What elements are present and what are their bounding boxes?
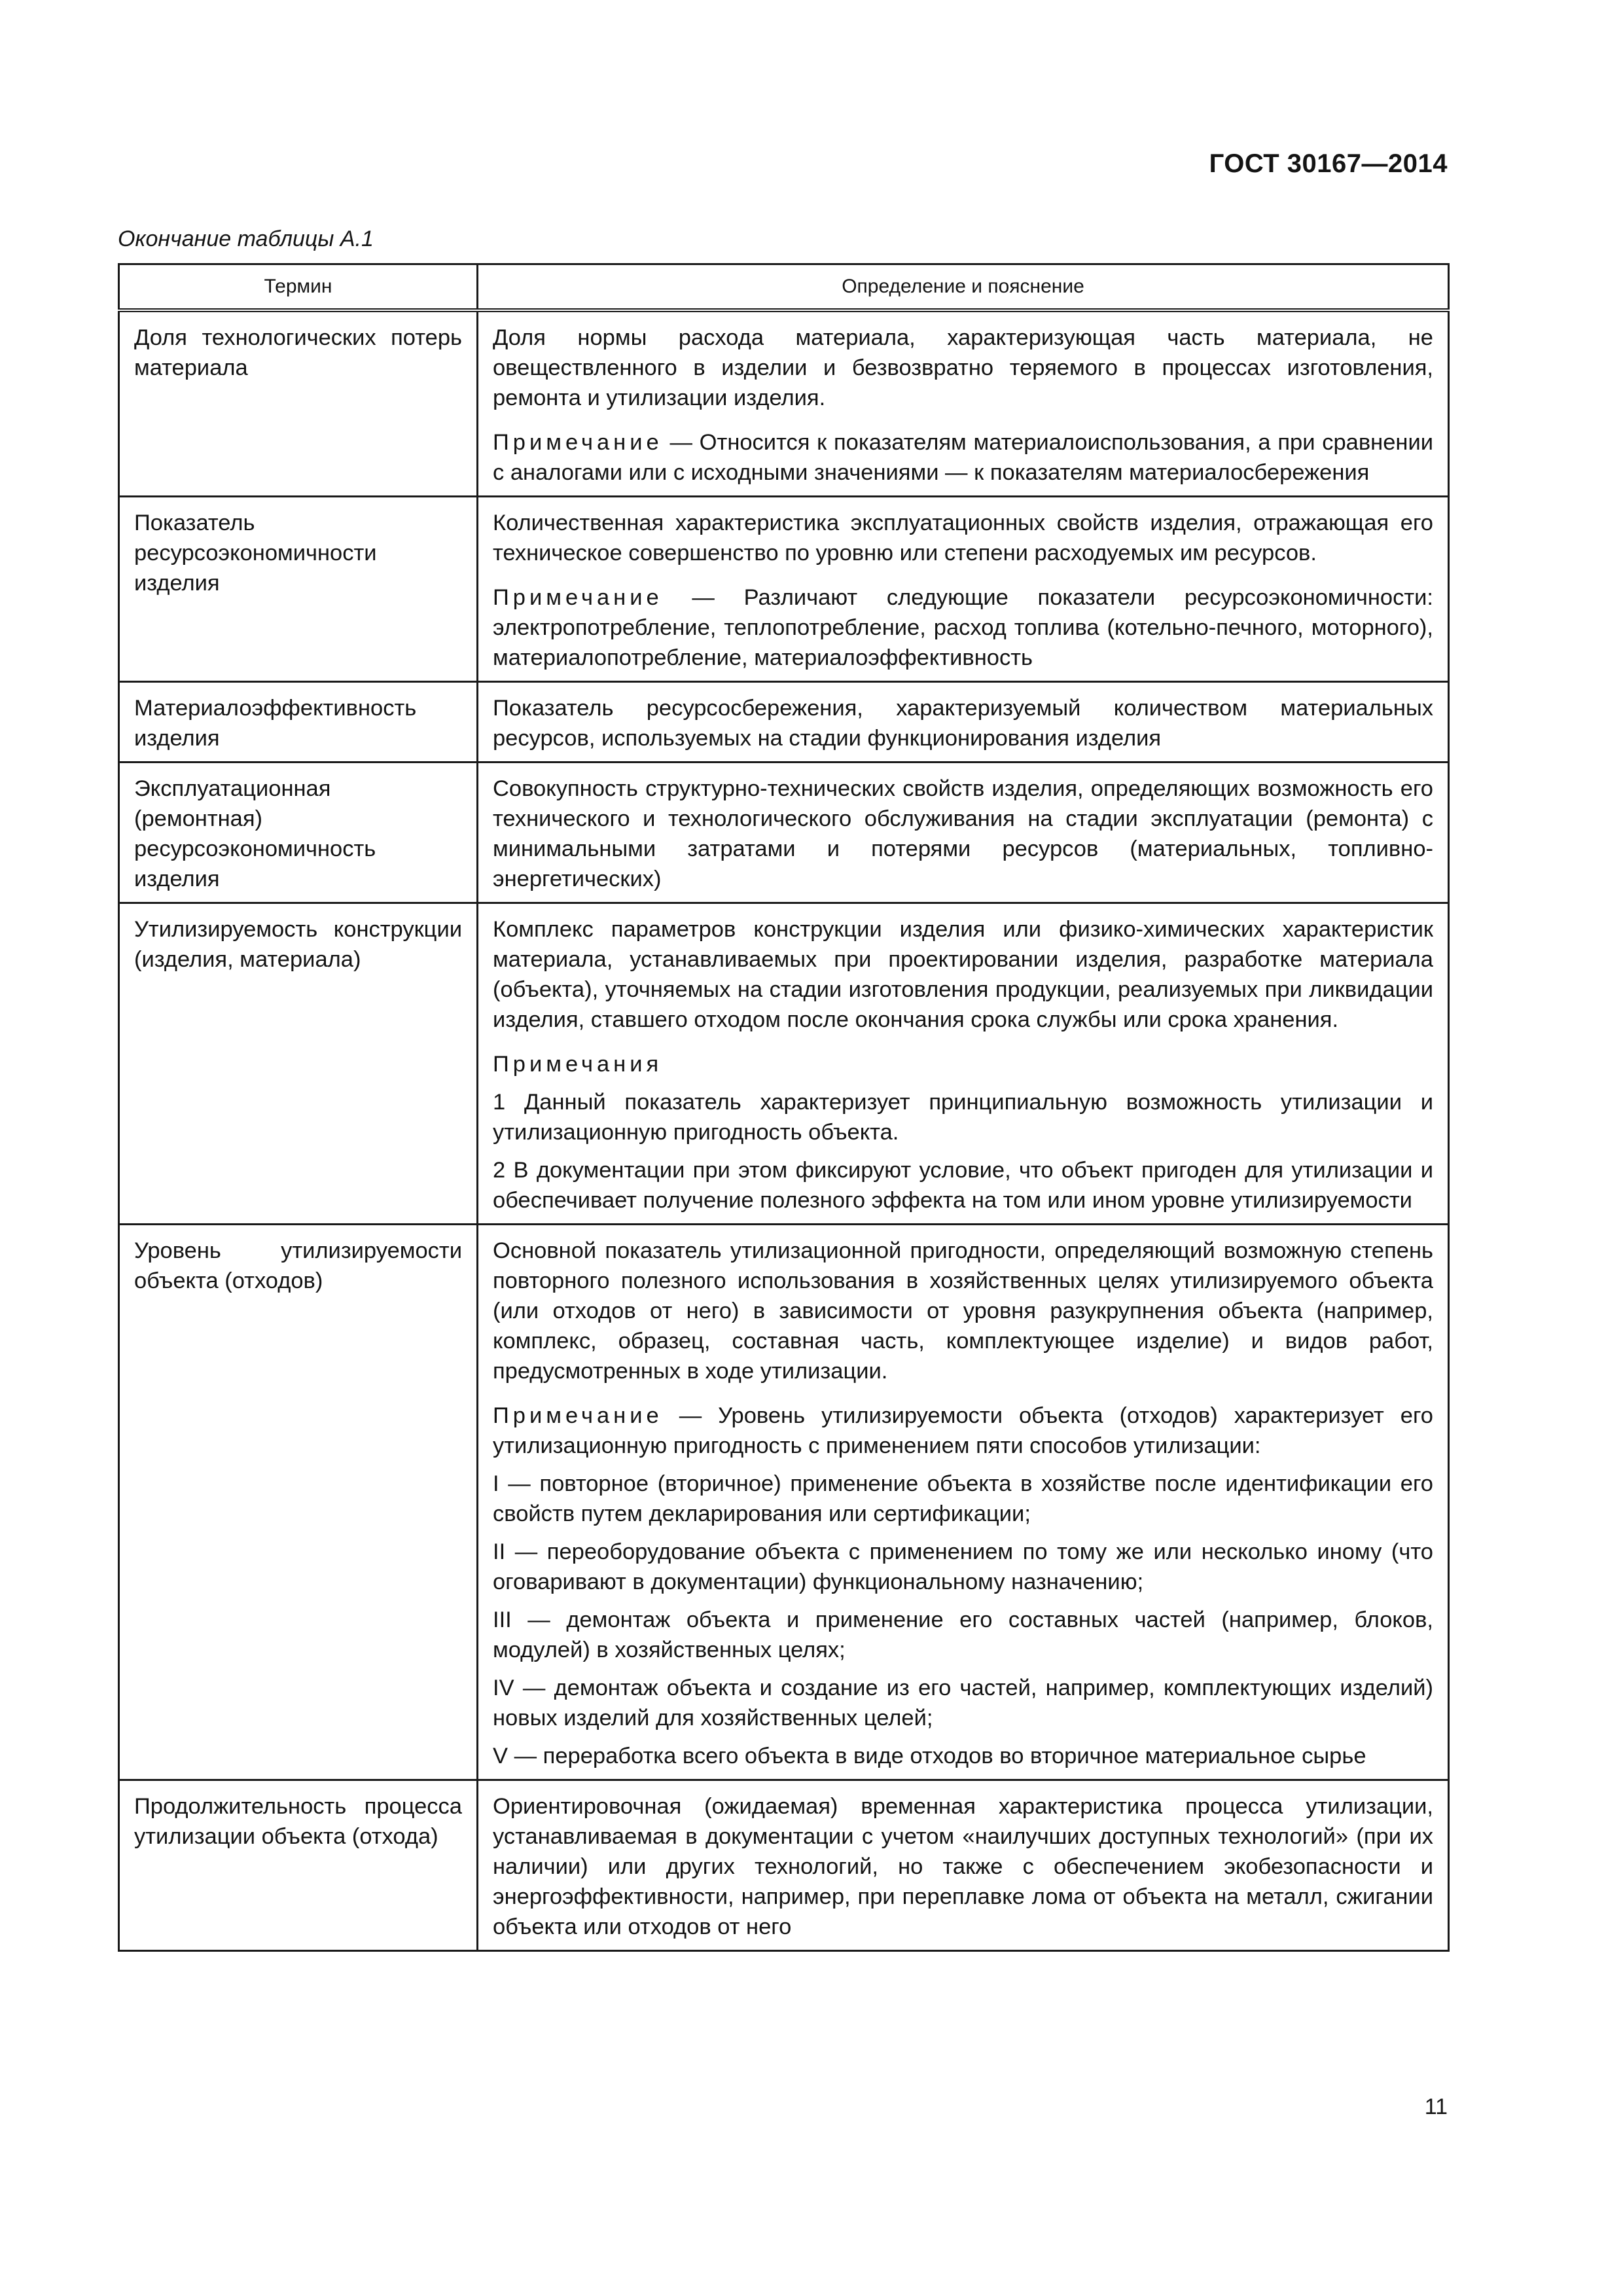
term-cell: Показатель ресурсоэкономичности изделия — [119, 497, 478, 682]
terms-table — [118, 263, 1450, 1952]
page-number: 11 — [1424, 2094, 1448, 2119]
paragraph-text: II — переоборудование объекта с применением по тому же или несколько иному (что оговаривают в документации) функциональному назначению; — [493, 1539, 1433, 1594]
column-header-definition: Определение и пояснение — [478, 264, 1449, 311]
definition-paragraph — [493, 1605, 1433, 1665]
document-code: ГОСТ 30167—2014 — [1209, 149, 1448, 178]
paragraph-text: Количественная характеристика эксплуатационных свойств изделия, отражающая его техническое совершенство по уровню или степени расходуемых им ресурсов. — [493, 511, 1433, 565]
paragraph-text: Совокупность структурно-технических свойств изделия, определяющих возможность его технического и технологического обслуживания на стадии эксплуатации (ремонта) с минимальными затратами и потерями ресурсов (материальных, топливно-энергетических) — [493, 776, 1433, 891]
definition-cell — [478, 762, 1449, 903]
table-row — [119, 497, 1449, 682]
definition-cell — [478, 310, 1449, 497]
note-label: Примечание — [493, 430, 663, 455]
table-row — [119, 1780, 1449, 1951]
paragraph-text: IV — демонтаж объекта и создание из его частей, например, комплектующих изделий) новых изделий для хозяйственных целей; — [493, 1676, 1433, 1731]
note-paragraph — [493, 1049, 1433, 1079]
definition-paragraph — [493, 1673, 1433, 1733]
paragraph-text: — Уровень утилизируемости объекта (отходов) характеризует его утилизационную пригодность с применением пяти способов утилизации: — [493, 1403, 1433, 1458]
definition-cell — [478, 682, 1449, 762]
paragraph-text: Ориентировочная (ожидаемая) временная характеристика процесса утилизации, устанавливаемая в документации с учетом «наилучших доступных технологий» (при их наличии) или других технологий, но также с обеспечением экобезопасности и энергоэффективности, например, при переплавке лома от объекта на металл, сжигании объекта или отходов от него — [493, 1794, 1433, 1939]
paragraph-text: 1 Данный показатель характеризует принципиальную возможность утилизации и утилизационную пригодность объекта. — [493, 1090, 1433, 1145]
term-cell: Продолжительность процесса утилизации объекта (отхода) — [119, 1780, 478, 1951]
table-header-row — [119, 264, 1449, 311]
definition-paragraph — [493, 774, 1433, 894]
definition-paragraph — [493, 1469, 1433, 1529]
table-row — [119, 682, 1449, 762]
table-row — [119, 1225, 1449, 1780]
paragraph-text: — Относится к показателям материалоиспользования, а при сравнении с аналогами или с исходными значениями — к показателям материалосбережения — [493, 430, 1433, 485]
definition-paragraph — [493, 693, 1433, 753]
term-cell: Утилизируемость конструкции (изделия, материала) — [119, 903, 478, 1225]
table-body — [119, 310, 1449, 1951]
note-paragraph — [493, 427, 1433, 488]
paragraph-text: V — переработка всего объекта в виде отходов во вторичное материальное сырье — [493, 1744, 1366, 1768]
definition-cell — [478, 497, 1449, 682]
term-cell: Доля технологических потерь материала — [119, 310, 478, 497]
term-cell: Уровень утилизируемости объекта (отходов) — [119, 1225, 478, 1780]
note-paragraph — [493, 583, 1433, 673]
definition-paragraph — [493, 1791, 1433, 1942]
definition-paragraph — [493, 1741, 1433, 1771]
definition-cell — [478, 1780, 1449, 1951]
column-header-term: Термин — [119, 264, 478, 311]
note-paragraph — [493, 1401, 1433, 1461]
definition-cell — [478, 903, 1449, 1225]
paragraph-text: Комплекс параметров конструкции изделия или физико-химических характеристик материала, устанавливаемых при проектировании изделия, разработке материала (объекта), уточняемых на стадии изготовления продукции, реализуемых при ликвидации изделия, ставшего отходом после окончания срока службы или срока хранения. — [493, 917, 1433, 1032]
table-header — [119, 264, 1449, 311]
paragraph-text: — Различают следующие показатели ресурсоэкономичности: электропотребление, теплопотребление, расход топлива (котельно-печного, моторного), материалопотребление, материалоэффективность — [493, 585, 1433, 670]
note-label: Примечание — [493, 1403, 663, 1428]
term-cell: Эксплуатационная (ремонтная) ресурсоэкономичность изделия — [119, 762, 478, 903]
definition-paragraph — [493, 1537, 1433, 1597]
definition-paragraph — [493, 323, 1433, 413]
definition-paragraph — [493, 1236, 1433, 1386]
table-row — [119, 762, 1449, 903]
note-label: Примечания — [493, 1052, 663, 1077]
term-cell: Материалоэффективность изделия — [119, 682, 478, 762]
paragraph-text: Доля нормы расхода материала, характеризующая часть материала, не овеществленного в изделии и безвозвратно теряемого в процессах изготовления, ремонта и утилизации изделия. — [493, 325, 1433, 410]
table-caption: Окончание таблицы А.1 — [118, 226, 374, 251]
definition-paragraph — [493, 508, 1433, 568]
paragraph-text: 2 В документации при этом фиксируют условие, что объект пригоден для утилизации и обеспечивает получение полезного эффекта на том или ином уровне утилизируемости — [493, 1158, 1433, 1213]
table-row — [119, 310, 1449, 497]
definition-paragraph — [493, 1155, 1433, 1215]
definition-paragraph — [493, 1087, 1433, 1147]
paragraph-text: Показатель ресурсосбережения, характеризуемый количеством материальных ресурсов, используемых на стадии функционирования изделия — [493, 696, 1433, 751]
paragraph-text: III — демонтаж объекта и применение его составных частей (например, блоков, модулей) в хозяйственных целях; — [493, 1607, 1433, 1662]
paragraph-text: Основной показатель утилизационной пригодности, определяющий возможную степень повторного полезного использования в хозяйственных целях утилизируемого объекта (или отходов от него) в зависимости от уровня разукрупнения объекта (например, комплекс, образец, составная часть, комплектующее изделие) и видов работ, предусмотренных в ходе утилизации. — [493, 1238, 1433, 1384]
definition-paragraph — [493, 914, 1433, 1035]
paragraph-text: I — повторное (вторичное) применение объекта в хозяйстве после идентификации его свойств путем декларирования или сертификации; — [493, 1471, 1433, 1526]
definition-cell — [478, 1225, 1449, 1780]
note-label: Примечание — [493, 585, 663, 610]
table-row — [119, 903, 1449, 1225]
